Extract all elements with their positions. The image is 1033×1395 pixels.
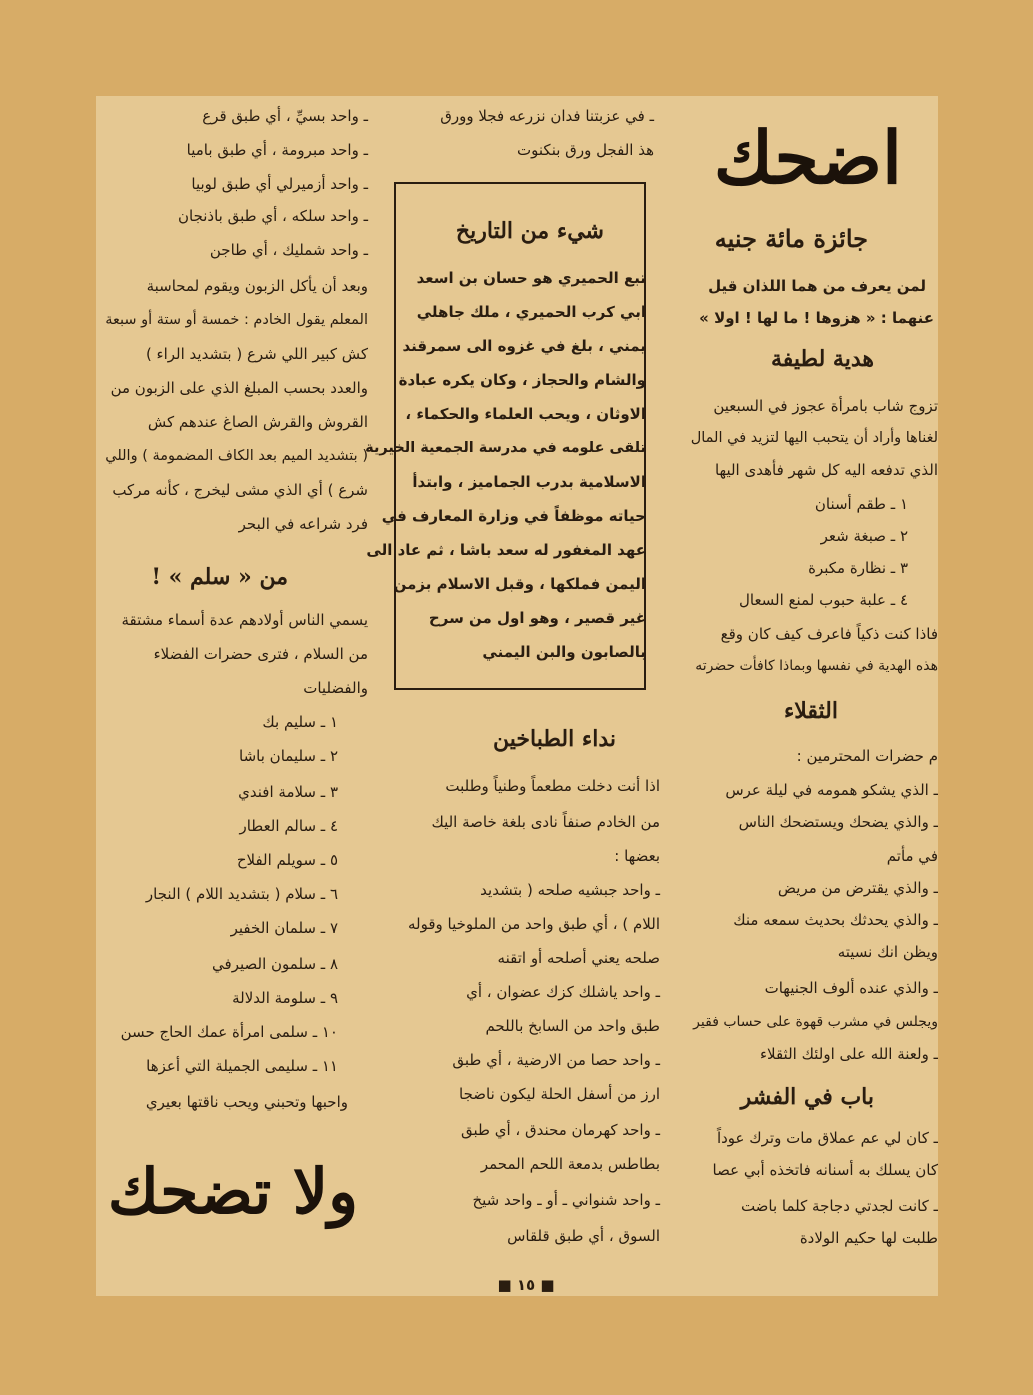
prize-subtitle: جائزة مائة جنيه xyxy=(714,224,868,253)
farm-joke-line: هذ الفجل ورق بنكنوت xyxy=(517,141,654,159)
bores-line: في مأتم xyxy=(886,847,938,865)
history-line: حياته موظفاً في وزارة المعارف في xyxy=(381,507,646,525)
bores-heading: الثقلاء xyxy=(783,698,838,724)
cooks-line: طبق واحد من السابخ باللحم xyxy=(485,1017,660,1035)
history-line: اليمن فملكها ، وقبل الاسلام بزمن xyxy=(393,575,646,593)
bores-line: ـ الذي يشكو همومه في ليلة عرس xyxy=(725,781,938,799)
name-item: ٦ ـ سلام ( بتشديد اللام ) النجار xyxy=(145,885,338,903)
cooks-line: ـ واحد حصا من الارضية ، أي طبق xyxy=(452,1051,660,1069)
cooks-line: ـ واحد جبشيه صلحه ( بتشديد xyxy=(480,881,660,899)
gift-line: فاذا كنت ذكياً فاعرف كيف كان وقع xyxy=(720,625,938,643)
boast-heading: باب في الفشر xyxy=(740,1084,874,1110)
bores-line: ـ والذي يحدثك بحديث سمعه منك xyxy=(733,911,938,929)
farm-joke-line: ـ في عزبتنا فدان نزرعه فجلا وورق xyxy=(440,107,654,125)
bores-line: ـ والذي يضحك ويستضحك الناس xyxy=(738,813,938,831)
order-line: ( بتشديد الميم بعد الكاف المضمومة ) واللي xyxy=(105,448,368,464)
name-item: واحبها وتحبني ويحب ناقتها بعيري xyxy=(145,1093,348,1111)
order-line: شرع ) أي الذي مشى ليخرج ، كأنه مركب xyxy=(112,481,368,499)
history-line: الاوثان ، ويحب العلماء والحكماء ، xyxy=(405,405,646,423)
cooks-line: صلحه يعني أصلحه أو اتقنه xyxy=(497,949,660,967)
name-item: ٨ ـ سلمون الصيرفي xyxy=(212,955,338,973)
gift-line: الذي تدفعه اليه كل شهر فأهدى اليها xyxy=(714,461,938,479)
gift-line: ١ ـ طقم أسنان xyxy=(814,495,908,513)
page-number: ■ ١٥ ■ xyxy=(497,1276,555,1294)
salam-intro-line: يسمي الناس أولادهم عدة أسماء مشتقة xyxy=(121,611,368,629)
name-item: ٤ ـ سالم العطار xyxy=(239,817,338,835)
name-item: ٢ ـ سليمان باشا xyxy=(239,747,338,765)
order-line: ـ واحد سلكه ، أي طبق باذنجان xyxy=(177,207,368,225)
history-line: غير قصير ، وهو اول من سرح xyxy=(428,609,646,627)
cooks-line: ـ واحد كهرمان محندق ، أي طبق xyxy=(461,1121,660,1139)
gift-line: هذه الهدية في نفسها وبماذا كافأت حضرته xyxy=(695,658,938,674)
boast-line: كان يسلك به أسنانه فاتخذه أبي عصا xyxy=(712,1161,938,1179)
gift-line: ٣ ـ نظارة مكبرة xyxy=(808,559,908,577)
history-line: والشام والحجاز ، وكان يكره عبادة xyxy=(398,371,646,389)
bores-line: ـ ولعنة الله على اولئك الثقلاء xyxy=(759,1045,938,1063)
gift-line: لغناها وأراد أن يتحبب اليها لتزيد في المال xyxy=(690,430,938,446)
cooks-line: من الخادم صنفاً نادى بلغة خاصة اليك xyxy=(431,813,660,831)
name-item: ٥ ـ سويلم الفلاح xyxy=(236,851,338,869)
order-line: فرد شراعه في البحر xyxy=(238,515,368,533)
history-heading: شيء من التاريخ xyxy=(455,218,604,244)
order-line: وبعد أن يأكل الزبون ويقوم لمحاسبة xyxy=(146,277,368,295)
page-title: اضحك xyxy=(713,115,902,200)
name-item: ٧ ـ سلمان الخفير xyxy=(230,919,338,937)
order-line: ـ واحد مبرومة ، أي طبق باميا xyxy=(186,141,368,159)
name-item: ٩ ـ سلومة الدلالة xyxy=(232,989,338,1007)
order-line: القروش والقرش الصاغ عندهم كش xyxy=(147,413,368,431)
cooks-line: بعضها : xyxy=(614,847,660,865)
history-line: ابي كرب الحميري ، ملك جاهلي xyxy=(416,303,646,321)
order-line: والعدد بحسب المبلغ الذي على الزبون من xyxy=(110,379,368,397)
history-line: بالصابون والبن اليمني xyxy=(482,643,646,661)
footer-logo: ولا تضحك xyxy=(107,1155,359,1228)
cooks-line: ارز من أسفل الحلة ليكون ناضجا xyxy=(459,1085,660,1103)
bores-line: ـ والذي عنده ألوف الجنيهات xyxy=(764,979,938,997)
magazine-page xyxy=(96,96,938,1296)
cooks-heading: نداء الطباخين xyxy=(493,726,616,752)
salam-intro-line: والفضليات xyxy=(303,679,368,697)
cooks-line: ـ واحد شنواني ـ أو ـ واحد شيخ xyxy=(472,1191,660,1209)
name-item: ٣ ـ سلامة افندي xyxy=(238,783,338,801)
gift-line: ٤ ـ علبة حبوب لمنع السعال xyxy=(738,591,908,609)
bores-line: ويجلس في مشرب قهوة على حساب فقير xyxy=(693,1014,938,1030)
order-line: ـ واحد بسيِّ ، أي طبق قرع xyxy=(202,107,368,125)
gift-line: ٢ ـ صبغة شعر xyxy=(820,527,908,545)
cooks-line: اذا أنت دخلت مطعماً وطنياً وطلبت xyxy=(445,777,660,795)
contest-line: عنهما : « هزوها ! ما لها ! اولا » xyxy=(699,309,934,327)
name-item: ١١ ـ سليمى الجميلة التي أعزها xyxy=(146,1057,338,1075)
boast-line: ـ كانت لجدتي دجاجة كلما باضت xyxy=(740,1197,938,1215)
gift-line: تزوج شاب بامرأة عجوز في السبعين xyxy=(713,397,938,415)
contest-line: لمن يعرف من هما اللذان قيل xyxy=(708,277,926,295)
salam-intro-line: من السلام ، فترى حضرات الفضلاء xyxy=(153,645,368,663)
salam-heading: من « سلم » ! xyxy=(151,564,288,590)
order-line: ـ واحد أزميرلي أي طبق لوبيا xyxy=(191,175,368,193)
history-line: تلقى علومه في مدرسة الجمعية الخيرية xyxy=(365,440,646,456)
order-line: ـ واحد شمليك ، أي طاجن xyxy=(209,241,368,259)
boast-line: ـ كان لي عم عملاق مات وترك عوداً xyxy=(716,1129,938,1147)
bores-line: ويظن انك نسيته xyxy=(837,943,938,961)
history-line: تبع الحميري هو حسان بن اسعد xyxy=(416,269,646,287)
order-line: المعلم يقول الخادم : خمسة أو ستة أو سبعة xyxy=(105,312,368,328)
order-line: كش كبير اللي شرع ( بتشديد الراء ) xyxy=(145,345,368,363)
boast-line: طلبت لها حكيم الولادة xyxy=(799,1229,938,1247)
history-line: الاسلامية بدرب الجماميز ، وابتدأ xyxy=(412,473,646,491)
cooks-line: بطاطس بدمعة اللحم المحمر xyxy=(480,1155,660,1173)
history-line: يمني ، بلغ في غزوه الى سمرقند xyxy=(402,337,646,355)
name-item: ١ ـ سليم بك xyxy=(262,713,338,731)
cooks-line: اللام ) ، أي طبق واحد من الملوخيا وقوله xyxy=(408,915,660,933)
bores-line: ـ والذي يقترض من مريض xyxy=(777,879,938,897)
bores-line: م حضرات المحترمين : xyxy=(796,747,938,765)
cooks-line: السوق ، أي طبق قلقاس xyxy=(507,1227,660,1245)
name-item: ١٠ ـ سلمى امرأة عمك الحاج حسن xyxy=(120,1023,338,1041)
gift-heading: هدية لطيفة xyxy=(770,346,874,372)
cooks-line: ـ واحد ياشلك كزك عضوان ، أي xyxy=(466,983,660,1001)
history-line: عهد المغفور له سعد باشا ، ثم عاد الى xyxy=(366,541,646,559)
